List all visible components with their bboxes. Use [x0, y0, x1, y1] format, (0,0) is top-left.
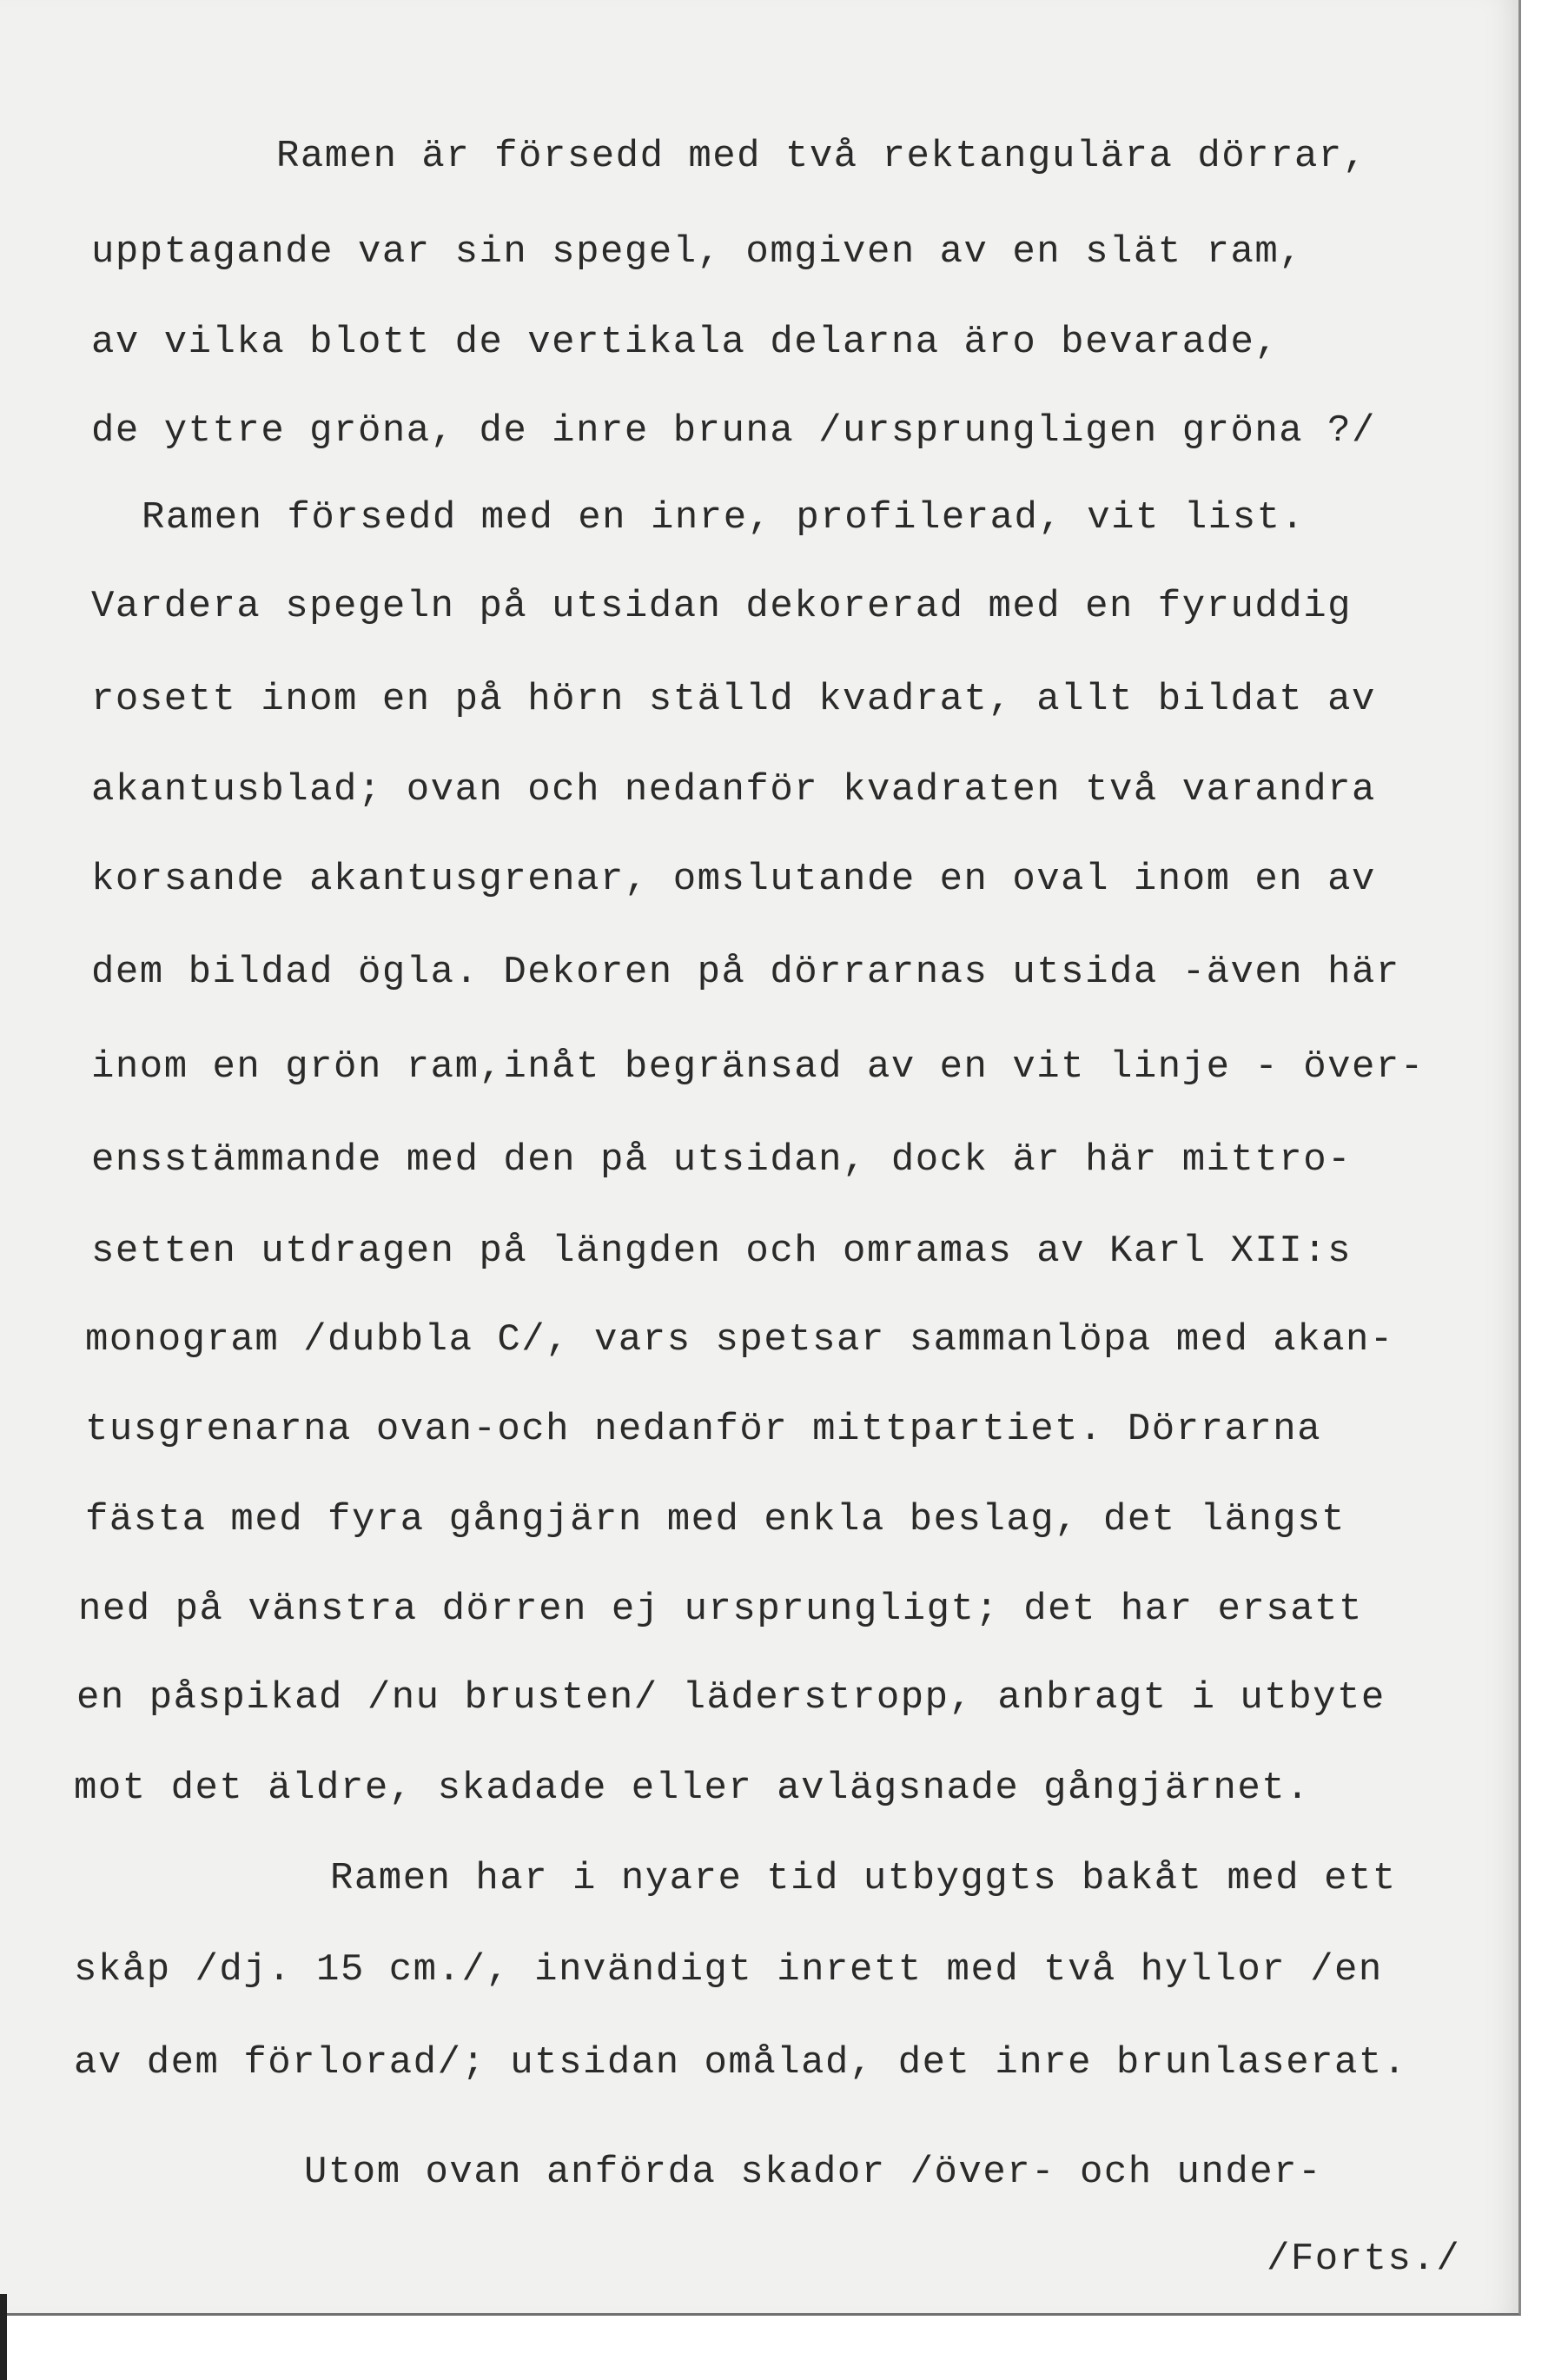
text-line: korsande akantusgrenar, omslutande en oval inom en av [91, 858, 1376, 901]
text-line: Vardera spegeln på utsidan dekorerad med en fyruddig [91, 585, 1353, 628]
text-line: setten utdragen på längden och omramas av Karl XII:s [91, 1230, 1353, 1273]
text-line: ned på vänstra dörren ej ursprungligt; det har ersatt [78, 1588, 1363, 1631]
text-line: inom en grön ram,inåt begränsad av en vit linje - över- [91, 1045, 1425, 1089]
text-line: /Forts./ [1267, 2237, 1461, 2281]
text-line: upptagande var sin spegel, omgiven av en slät ram, [91, 230, 1304, 274]
text-line: Ramen har i nyare tid utbyggts bakåt med ett [330, 1857, 1397, 1900]
text-line: dem bildad ögla. Dekoren på dörrarnas utsida -även här [91, 951, 1400, 994]
text-line: monogram /dubbla C/, vars spetsar sammanlöpa med akan- [85, 1318, 1394, 1362]
text-line: mot det äldre, skadade eller avlägsnade gångjärnet. [74, 1767, 1311, 1810]
text-line: en påspikad /nu brusten/ läderstropp, anbragt i utbyte [76, 1676, 1386, 1720]
text-line: skåp /dj. 15 cm./, invändigt inrett med två hyllor /en [74, 1948, 1383, 1992]
text-line: tusgrenarna ovan-och nedanför mittpartiet. Dörrarna [85, 1408, 1322, 1451]
text-line: rosett inom en på hörn ställd kvadrat, allt bildat av [91, 678, 1376, 721]
text-line: av vilka blott de vertikala delarna äro bevarade, [91, 321, 1280, 364]
text-line: fästa med fyra gångjärn med enkla beslag, det längst [85, 1498, 1346, 1541]
text-line: Ramen försedd med en inre, profilerad, vit list. [142, 496, 1306, 540]
scan-edge [0, 2294, 7, 2380]
text-line: akantusblad; ovan och nedanför kvadraten två varandra [91, 768, 1376, 812]
text-line: av dem förlorad/; utsidan omålad, det inre brunlaserat. [74, 2041, 1407, 2085]
text-line: de yttre gröna, de inre bruna /ursprungligen gröna ?/ [91, 409, 1376, 453]
text-line: Ramen är försedd med två rektangulära dörrar, [276, 135, 1367, 178]
text-line: ensstämmande med den på utsidan, dock är här mittro- [91, 1138, 1353, 1182]
text-line: Utom ovan anförda skador /över- och under- [304, 2151, 1322, 2194]
